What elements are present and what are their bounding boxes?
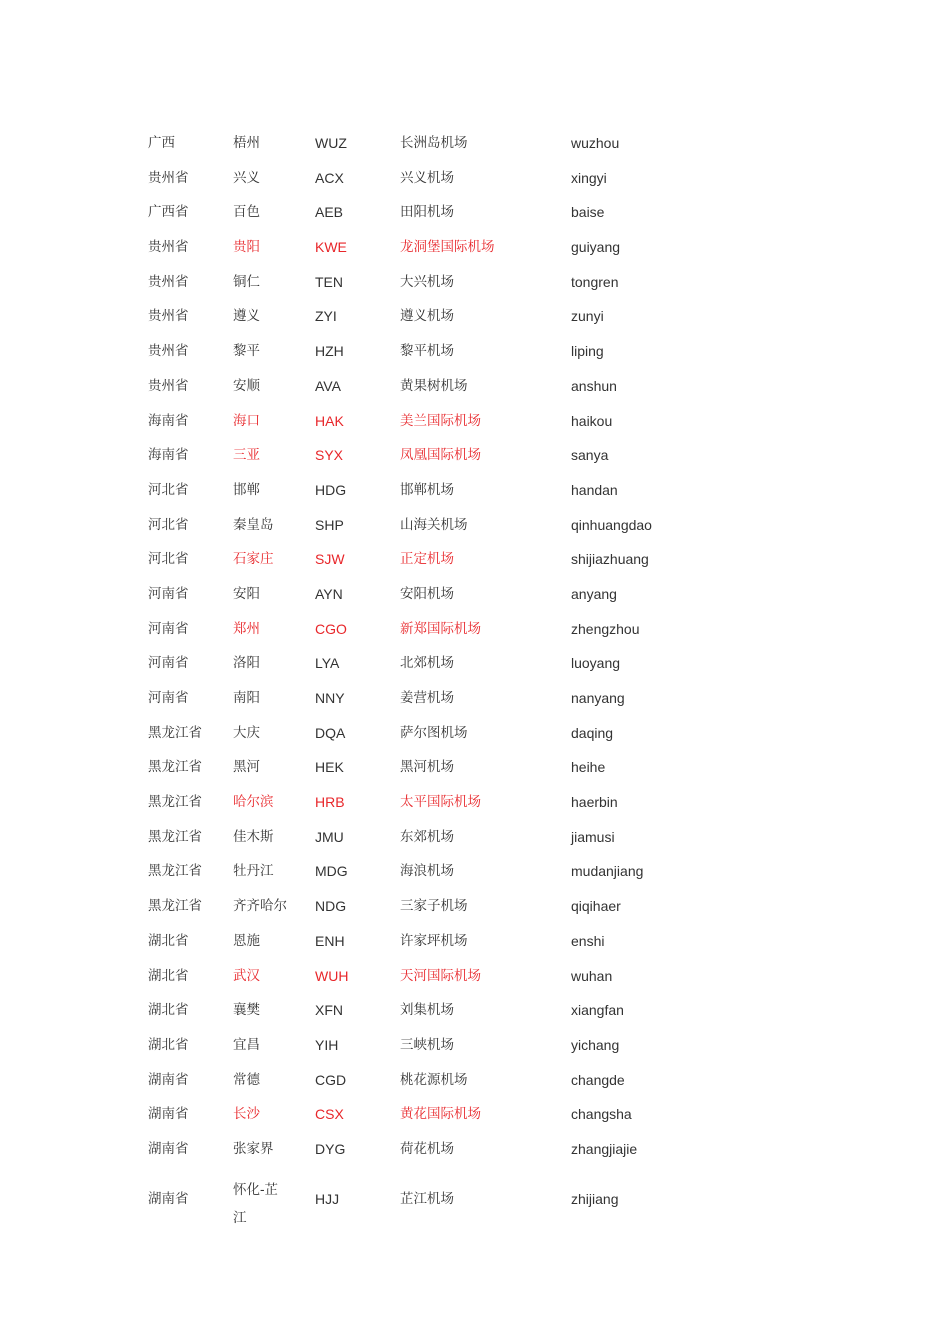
province-cell: 黑龙江省: [148, 828, 202, 845]
airport-code-cell: ZYI: [315, 308, 337, 325]
table-row: [148, 301, 708, 336]
pinyin-cell: shijiazhuang: [571, 551, 649, 568]
city-cell: 梧州: [233, 135, 260, 151]
pinyin-cell: xiangfan: [571, 1002, 624, 1019]
pinyin-cell: qinhuangdao: [571, 516, 652, 533]
city-cell: 百色: [233, 204, 260, 221]
pinyin-cell: anshun: [571, 377, 617, 394]
airport-code-cell: AEB: [315, 204, 344, 221]
airport-code-cell: WUZ: [315, 135, 347, 151]
table-row: [148, 544, 708, 579]
table-row: [148, 1030, 708, 1065]
airport-name-cell: 田阳机场: [400, 204, 454, 221]
pinyin-cell: yichang: [571, 1036, 620, 1053]
table-row: [148, 371, 708, 406]
airport-name-cell: 正定机场: [400, 551, 454, 568]
city-cell: 安阳: [233, 585, 260, 602]
province-cell: 贵州省: [148, 377, 189, 394]
province-cell: 湖北省: [148, 1036, 189, 1053]
airport-name-cell: 遵义机场: [400, 308, 454, 325]
table-row: [148, 752, 708, 787]
airport-code-cell: ENH: [315, 932, 345, 949]
airport-code-cell: HRB: [315, 794, 345, 811]
airport-code-cell: XFN: [315, 1002, 343, 1019]
city-cell: 郑州: [233, 620, 260, 637]
province-cell: 湖南省: [148, 1071, 189, 1088]
table-row: [148, 232, 708, 267]
airport-code-cell: TEN: [315, 273, 343, 290]
city-cell: 三亚: [233, 447, 260, 464]
airport-name-cell: 萨尔图机场: [400, 724, 468, 741]
airport-name-cell: 黎平机场: [400, 343, 454, 360]
pinyin-cell: tongren: [571, 273, 619, 290]
airport-name-cell: 荷花机场: [400, 1140, 454, 1157]
airport-code-cell: DQA: [315, 724, 346, 741]
city-cell: 安顺: [233, 377, 260, 394]
province-cell: 河北省: [148, 551, 189, 568]
airport-code-cell: YIH: [315, 1036, 339, 1053]
airport-name-cell: 海浪机场: [400, 863, 454, 880]
table-row: [148, 718, 708, 753]
table-row: [148, 510, 708, 545]
province-cell: 贵州省: [148, 169, 189, 186]
pinyin-cell: jiamusi: [571, 828, 615, 845]
pinyin-cell: haerbin: [571, 794, 618, 811]
airport-code-cell: HZH: [315, 343, 344, 360]
city-cell: 海口: [233, 412, 260, 429]
airport-code-cell: CGO: [315, 620, 347, 637]
airport-name-cell: 天河国际机场: [400, 967, 481, 984]
city-cell: 牡丹江: [233, 863, 274, 880]
pinyin-cell: handan: [571, 481, 618, 498]
pinyin-cell: changde: [571, 1071, 625, 1088]
airport-code-cell: SHP: [315, 516, 344, 533]
airport-name-cell: 芷江机场: [400, 1190, 454, 1207]
pinyin-cell: zunyi: [571, 308, 604, 325]
province-cell: 湖南省: [148, 1190, 189, 1207]
pinyin-cell: nanyang: [571, 690, 625, 706]
city-cell: 铜仁: [233, 273, 260, 290]
airport-code-cell: AVA: [315, 377, 341, 394]
table-row: [148, 856, 708, 891]
table-row: [148, 961, 708, 996]
airport-code-cell: SYX: [315, 447, 344, 464]
pinyin-cell: heihe: [571, 759, 606, 776]
city-cell: 哈尔滨: [233, 794, 274, 811]
city-cell: 遵义: [233, 308, 260, 325]
city-cell: 恩施: [233, 932, 260, 949]
province-cell: 湖南省: [148, 1140, 189, 1157]
table-row: [148, 128, 708, 163]
airport-code-cell: HAK: [315, 412, 344, 429]
city-cell: 宜昌: [233, 1036, 260, 1053]
pinyin-cell: zhijiang: [571, 1190, 619, 1207]
city-cell: 大庆: [233, 724, 260, 741]
airport-code-cell: AYN: [315, 585, 343, 602]
city-cell: 长沙: [233, 1106, 260, 1123]
city-cell: 齐齐哈尔: [233, 898, 287, 915]
province-cell: 河南省: [148, 655, 189, 672]
airport-name-cell: 兴义机场: [400, 169, 454, 186]
airport-code-cell: HDG: [315, 481, 347, 498]
city-cell: 佳木斯: [233, 828, 274, 845]
airport-name-cell: 龙洞堡国际机场: [400, 239, 495, 256]
table-row: [148, 787, 708, 822]
airport-name-cell: 刘集机场: [400, 1002, 454, 1019]
airport-name-cell: 北郊机场: [400, 655, 454, 672]
table-row: [148, 475, 708, 510]
airport-name-cell: 美兰国际机场: [400, 412, 481, 429]
airport-name-cell: 黄果树机场: [400, 377, 468, 394]
pinyin-cell: luoyang: [571, 655, 621, 672]
airport-name-cell: 黑河机场: [400, 759, 454, 776]
table-row: [148, 926, 708, 961]
province-cell: 广西省: [148, 204, 189, 221]
airport-code-cell: CGD: [315, 1071, 347, 1088]
pinyin-cell: baise: [571, 204, 605, 221]
airport-code-cell: ACX: [315, 169, 344, 186]
city-cell: 武汉: [233, 967, 260, 984]
table-row: [148, 197, 708, 232]
table-row: [148, 891, 708, 926]
province-cell: 黑龙江省: [148, 724, 202, 741]
table-row: [148, 579, 708, 614]
city-cell: 邯郸: [233, 481, 260, 498]
pinyin-cell: enshi: [571, 932, 605, 949]
province-cell: 贵州省: [148, 343, 189, 360]
province-cell: 湖北省: [148, 1002, 189, 1019]
airport-name-cell: 黄花国际机场: [400, 1106, 481, 1123]
airport-code-cell: SJW: [315, 551, 345, 568]
city-cell: 张家界: [233, 1140, 274, 1157]
province-cell: 广西: [148, 135, 175, 151]
pinyin-cell: changsha: [571, 1106, 632, 1123]
table-row: [148, 822, 708, 857]
province-cell: 海南省: [148, 447, 189, 464]
airport-name-cell: 长洲岛机场: [400, 135, 468, 151]
province-cell: 河南省: [148, 585, 189, 602]
airport-name-cell: 山海关机场: [400, 516, 468, 533]
pinyin-cell: qiqihaer: [571, 898, 621, 915]
province-cell: 湖南省: [148, 1106, 189, 1123]
province-cell: 河南省: [148, 690, 189, 706]
table-row: [148, 440, 708, 475]
airport-name-cell: 凤凰国际机场: [400, 447, 481, 464]
city-cell: 贵阳: [233, 239, 260, 256]
table-row: [148, 406, 708, 441]
table-row: [148, 163, 708, 198]
table-row: [148, 1099, 708, 1134]
city-cell: 襄樊: [233, 1002, 260, 1019]
pinyin-cell: liping: [571, 343, 604, 360]
city-cell: 怀化-芷江: [233, 1181, 279, 1226]
pinyin-cell: anyang: [571, 585, 617, 602]
pinyin-cell: mudanjiang: [571, 863, 644, 880]
airport-code-cell: CSX: [315, 1106, 344, 1123]
table-row: [148, 1134, 708, 1169]
table-row: [148, 995, 708, 1030]
airport-code-cell: NNY: [315, 690, 345, 706]
table-row: [148, 1169, 708, 1233]
province-cell: 黑龙江省: [148, 794, 202, 811]
airport-code-cell: LYA: [315, 655, 340, 672]
airport-code-table: [148, 128, 708, 1233]
airport-name-cell: 桃花源机场: [400, 1071, 468, 1088]
city-cell: 黎平: [233, 343, 260, 360]
airport-name-cell: 太平国际机场: [400, 794, 481, 811]
province-cell: 河北省: [148, 481, 189, 498]
table-row: [148, 267, 708, 302]
airport-code-cell: NDG: [315, 898, 347, 915]
city-cell: 兴义: [233, 169, 260, 186]
pinyin-cell: guiyang: [571, 239, 621, 256]
province-cell: 湖北省: [148, 967, 189, 984]
airport-code-cell: DYG: [315, 1140, 346, 1157]
pinyin-cell: zhengzhou: [571, 620, 640, 637]
pinyin-cell: haikou: [571, 412, 613, 429]
pinyin-cell: sanya: [571, 447, 609, 464]
airport-name-cell: 许家坪机场: [400, 932, 468, 949]
airport-code-cell: WUH: [315, 967, 349, 984]
airport-name-cell: 安阳机场: [400, 585, 454, 602]
province-cell: 贵州省: [148, 239, 189, 256]
province-cell: 黑龙江省: [148, 898, 202, 915]
airport-code-cell: HEK: [315, 759, 344, 776]
city-cell: 石家庄: [233, 551, 274, 568]
pinyin-cell: daqing: [571, 724, 614, 741]
province-cell: 河南省: [148, 620, 189, 637]
table-row: [148, 614, 708, 649]
airport-name-cell: 新郑国际机场: [400, 620, 481, 637]
airport-code-cell: HJJ: [315, 1190, 340, 1207]
table-row: [148, 648, 708, 683]
airport-name-cell: 姜营机场: [400, 690, 454, 706]
airport-code-cell: MDG: [315, 863, 348, 880]
city-cell: 常德: [233, 1071, 260, 1088]
pinyin-cell: xingyi: [571, 169, 607, 186]
city-cell: 秦皇岛: [233, 516, 274, 533]
airport-code-cell: KWE: [315, 239, 347, 256]
city-cell: 黑河: [233, 759, 260, 776]
pinyin-cell: wuzhou: [571, 135, 620, 151]
province-cell: 黑龙江省: [148, 863, 202, 880]
province-cell: 湖北省: [148, 932, 189, 949]
city-cell: 洛阳: [233, 655, 260, 672]
table-row: [148, 683, 708, 718]
province-cell: 黑龙江省: [148, 759, 202, 776]
airport-name-cell: 邯郸机场: [400, 481, 454, 498]
province-cell: 海南省: [148, 412, 189, 429]
airport-name-cell: 三峡机场: [400, 1036, 454, 1053]
airport-code-cell: JMU: [315, 828, 344, 845]
city-cell: 南阳: [233, 690, 260, 706]
airport-name-cell: 三家子机场: [400, 898, 468, 915]
table-row: [148, 1065, 708, 1100]
province-cell: 贵州省: [148, 308, 189, 325]
table-row: [148, 336, 708, 371]
airport-name-cell: 大兴机场: [400, 273, 454, 290]
airport-name-cell: 东郊机场: [400, 828, 454, 845]
province-cell: 贵州省: [148, 273, 189, 290]
province-cell: 河北省: [148, 516, 189, 533]
pinyin-cell: wuhan: [571, 967, 613, 984]
pinyin-cell: zhangjiajie: [571, 1140, 638, 1157]
